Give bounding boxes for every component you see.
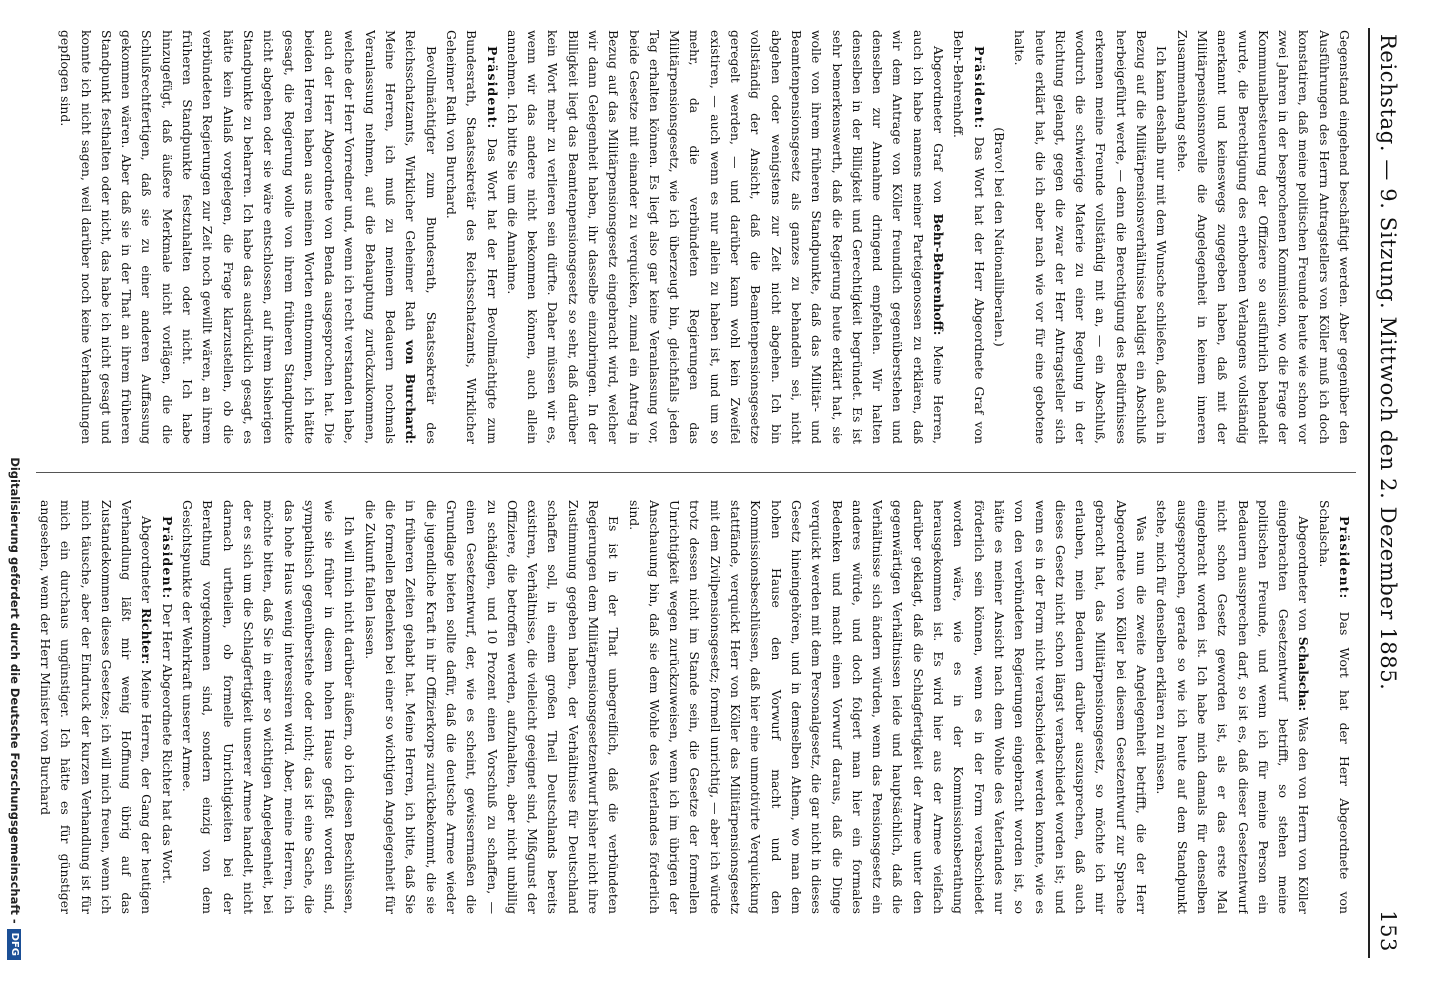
paragraph: Ich kann deshalb nur mit dem Wunsche schließen, daß auch in Bezug auf die Militärpensionsverhältnisse baldigst ein Abschluß herbeigeführt werde, — denn die Berechtigung des Bedürfnisses erkennen meine Freunde vollständig mit an, — ein Abschluß, wodurch die schwierige Materie zu einer Regelung in der Richtung gelangt, gegen die zwar der Herr Antragsteller sich heute erklärt hat, die ich aber nach wie vor für eine gebotene halte. bbox=[1012, 30, 1170, 444]
left-text-column bbox=[34, 30, 1354, 444]
paragraph: Was nun die zweite Angelegenheit betrifft, die der Herr Abgeordnete von Köller bei diesem Gesetzentwurf zur Sprache gebracht hat, das Militärpensionsgesetz, so möchte ich mir erlauben, mein Bedauern darüber auszusprechen, daß auch dieses Gesetz nicht schon längst verabschiedet worden ist; und wenn es in der Form nicht verabschiedet werden konnte, wie es von den verbündeten Regierungen eingebracht worden ist, so hätte es meiner Ansicht nach dem Wohle des Vaterlandes nur förderlich sein können, wenn es in der Form verabschiedet worden wäre, wie es in der Kommissionsberathung herausgekommen ist. Es wird hier aus der Armee vielfach darüber geklagt, daß die Schlagfertigkeit der Armee unter den gegenwärtigen Verhältnissen leide und hauptsächlich, daß die Verhältnisse sich ändern würden, wenn das Pensionsgesetz ein anderes würde, und doch folgert man hier ein formales Bedenken und macht einen Vorwurf daraus, daß die Dinge verquickt werden mit dem Personalgesetz, die gar nicht in dieses Gesetz hineingehören, und in demselben Athem, wo man dem hohen Hause den Vorwurf macht und den Kommissionsbeschlüssen, daß hier eine unmotivirte Verquickung stattfände, verquickt Herr von Köller das Militärpensionsgesetz mit dem Zivilpensionsgesetz; formell unrichtig, — aber ich würde trotz dessen nicht im Stande sein, die Gesetze der formellen Unrichtigkeit wegen zurückzuweisen, wenn ich im übrigen der Anschauung bin, daß sie dem Wohle des Vaterlandes förderlich sind. bbox=[626, 500, 1150, 914]
speaker-paragraph bbox=[441, 30, 502, 444]
speaker-paragraph bbox=[948, 30, 989, 444]
speaker-label: Präsident: bbox=[484, 46, 500, 130]
speaker-lead: Abgeordneter Graf von bbox=[931, 46, 947, 204]
paragraph: Gegenstand eingehend beschäftigt werden. Aber gegenüber den Ausführungen des Herrn Antragstellers von Köller muß ich doch konstatiren, daß meine politischen Freunde heute wie schon vor zwei Jahren in der besprochenen Kommission, wo die Frage der Kommunalbesteuerung der Offiziere so ausführlich behandelt wurde, die Berechtigung des erhobenen Verlangens vollständig anerkannt und keineswegs zugegeben haben, daß mit der Militärpensionsnovelle die Angelegenheit in keinem inneren Zusammenhang stehe. bbox=[1174, 30, 1352, 444]
speaker-lead: Abgeordneter von bbox=[1296, 516, 1312, 632]
right-text-column bbox=[34, 500, 1354, 914]
speaker-lead: Abgeordneter bbox=[139, 516, 155, 604]
header-title: Reichstag. — 9. Sitzung. Mittwoch den 2. Dezember 1885. bbox=[1376, 34, 1400, 691]
column-divider bbox=[36, 472, 1356, 473]
speaker-paragraph bbox=[55, 30, 441, 444]
page-number: 153 bbox=[1376, 910, 1400, 952]
paragraph-text: Meine Herren, ich muß zu meinem Bedauern nochmals Veranlassung nehmen, auf die Behauptung zurückzukommen, welche der Herr Vorredner und, wenn ich recht verstanden habe, auch der Herr Abgeordnete von Benda ausgesprochen hat. Die beiden Herren haben aus meinen Worten entnommen, ich hätte gesagt, die Regierung wolle von ihrem früheren Standpunkte nicht abgehen oder sie wäre entschlossen, auf ihrem bisherigen Standpunkte zu beharren. Ich habe das ausdrücklich gesagt, es hätte kein Anlaß vorgelegen, die Frage klarzustellen, ob die verbündeten Regierungen zur Zeit noch gewillt wären, an ihrem früheren Standpunkte festzuhalten oder nicht. Ich habe hinzugefügt, daß äußere Merkmale nicht vorlägen, die die Schlußrechtfertigen, daß sie zu einer anderen Auffassung gekommen wären. Aber daß sie in der That an ihrem früheren Standpunkt festhalten oder nicht, das habe ich nicht gesagt und konnte ich nicht sagen, weil darüber noch keine Verhandlungen gepflogen sind. bbox=[58, 30, 399, 444]
page-header bbox=[1368, 28, 1410, 958]
paragraph: Es ist in der That unbegreiflich, daß die verbündeten Regierungen dem Militärpensionsgesetzentwurf bisher nicht ihre Zustimmung gegeben haben, der Verhältnisse für Deutschland schaffen soll, in einem großen Theil Deutschlands bereits existiren, Verhältnisse, die vielleicht geeignet sind, Mißgunst der Offiziere, die betroffen werden, aufzuhalten, aber nicht unbillig zu schädigen, und 10 Prozent einen Vorschuß zu schaffen, — einen Gesetzentwurf, der, wie es scheint, gewissermaßen die Grundlage bieten sollte dafür, daß die deutsche Armee wieder die jugendliche Kraft in ihr Offizierkorps zurückbekommt, die sie in früheren Zeiten gehabt hat. Meine Herren, ich bitte, daß Sie die formellen Bedenken bei einer so wichtigen Angelegenheit für die Zukunft fallen lassen. bbox=[362, 500, 622, 914]
speaker-label: Präsident: bbox=[971, 46, 987, 130]
dfg-logo: DFG bbox=[8, 929, 22, 960]
paragraph-text: Was den von Herrn von Köller eingebrachten Gesetzentwurf betrifft, so stehen meine politischen Freunde, und wenn ich für meine Person ein Bedauern aussprechen darf, so ist es, daß dieser Gesetzentwurf nicht schon Gesetz geworden ist, als er das erste Mal eingebracht worden ist. Ich habe mich damals für denselben ausgesprochen, gerade so wie ich heute auf dem Standpunkt stehe, mich für denselben erklären zu müssen. bbox=[1154, 500, 1312, 914]
speaker-lead: Bevollmächtigter zum Bundesrath, Staatssekretär des Reichsschatzamts, Wirklicher Geheimer Rath bbox=[403, 30, 439, 444]
speaker-name: von Burchard: bbox=[403, 339, 419, 444]
paragraph-text: Das Wort hat der Herr Abgeordnete Graf von Behr-Behrenhoff. bbox=[951, 30, 987, 444]
speaker-label: Präsident: bbox=[159, 516, 175, 600]
paragraph-text: Das Wort hat der Herr Bevollmächtigte zum Bundesrath, Staatssekretär des Reichsschatzamts, Wirklicher Geheimer Rath von Burchard. bbox=[443, 30, 500, 444]
speaker-paragraph bbox=[502, 30, 949, 444]
speaker-name: Richter: bbox=[139, 608, 155, 665]
credit-text: Digitalisierung gefördert durch die Deutsche Forschungsgemeinschaft - bbox=[8, 457, 22, 924]
paragraph-text: Meine Herren, der Gang der heutigen Verhandlung läßt mir wenig Hoffnung übrig auf das Zustandekommen dieses Gesetzes; ich will mich freuen, wenn ich mich täusche, aber der Eindruck der kurzen Verhandlung ist für mich ein durchaus ungünstiger. Ich hätte es für günstiger angesehen, wenn der Herr Minister von Burchard bbox=[38, 500, 155, 914]
speaker-name: Behr-Behrenhoff: bbox=[931, 213, 947, 336]
paragraph-text: Der Herr Abgeordnete Richter hat das Wort. bbox=[159, 603, 175, 884]
digitization-credit bbox=[8, 40, 23, 960]
speaker-paragraph bbox=[156, 500, 176, 914]
paragraph-text: Das Wort hat der Herr Abgeordnete von Schalscha. bbox=[1316, 500, 1352, 914]
speaker-paragraph bbox=[1151, 500, 1313, 914]
applause-note: (Bravo! bei den Nationalliberalen.) bbox=[991, 127, 1007, 347]
speaker-paragraph bbox=[35, 500, 157, 914]
speaker-name: Schalscha: bbox=[1296, 636, 1312, 712]
speaker-label: Präsident: bbox=[1337, 516, 1352, 600]
paragraph-text: Meine Herren, auch ich habe namens meiner Parteigenossen zu erklären, daß wir dem Antrage von Köller freundlich gegenüberstehen und denselben zur Annahme dringend empfehlen. Wir halten denselben in der Billigkeit und Gerechtigkeit begründet. Es ist sehr bemerkenswerth, daß die Regierung heute erklärt hat, sie wolle von ihrem früheren Standpunkte, daß das Militär- und Beamtenpensionsgesetz als ganzes zu behandeln sei, nicht abgehen oder wenigstens zur Zeit nicht abgehen. Ich bin vollständig der Ansicht, daß die Beamtenpensionsgesetze geregelt werden, — und darüber kann wohl kein Zweifel existiren, — auch wenn es nur allein zu haben ist, und um so mehr, da die verbündeten Regierungen das Militärpensionsgesetz, wie ich überzeugt bin, gleichfalls jeden Tag erhalten können. Es liegt also gar keine Veranlassung vor, beide Gesetze mit einander zu verquicken, zumal ein Antrag in Bezug auf das Militärpensionsgesetz eingebracht wird, welcher wir dann Gelegenheit haben, ihr dasselbe einzubringen. In der Billigkeit liegt das Beamtenpensionsgesetz so sehr, daß darüber kein Wort mehr zu verlieren sein dürfte. Daher müssen wir es, wenn wir das andere nicht bekommen können, auch allein annehmen. Ich bitte Sie um die Annahme. bbox=[504, 30, 947, 444]
paragraph: Ich will mich nicht darüber äußern, ob ich diesen Beschlüssen, wie sie früher in diesem hohen Hause gefaßt worden sind, sympathisch gegenüberstehe oder nicht; das ist eine Sache, die das hohe Haus wenig interessiren wird. Aber, meine Herren, ich möchte bitten, daß Sie in einer so wichtigen Angelegenheit, bei der es sich um die Schlagfertigkeit unserer Armee handelt, nicht darnach urtheilen, ob formelle Unrichtigkeiten bei der Berathung vorgekommen sind, sondern einzig von dem Gesichtspunkte der Wehrkraft unserer Armee. bbox=[180, 500, 358, 914]
speaker-paragraph bbox=[1313, 500, 1354, 914]
